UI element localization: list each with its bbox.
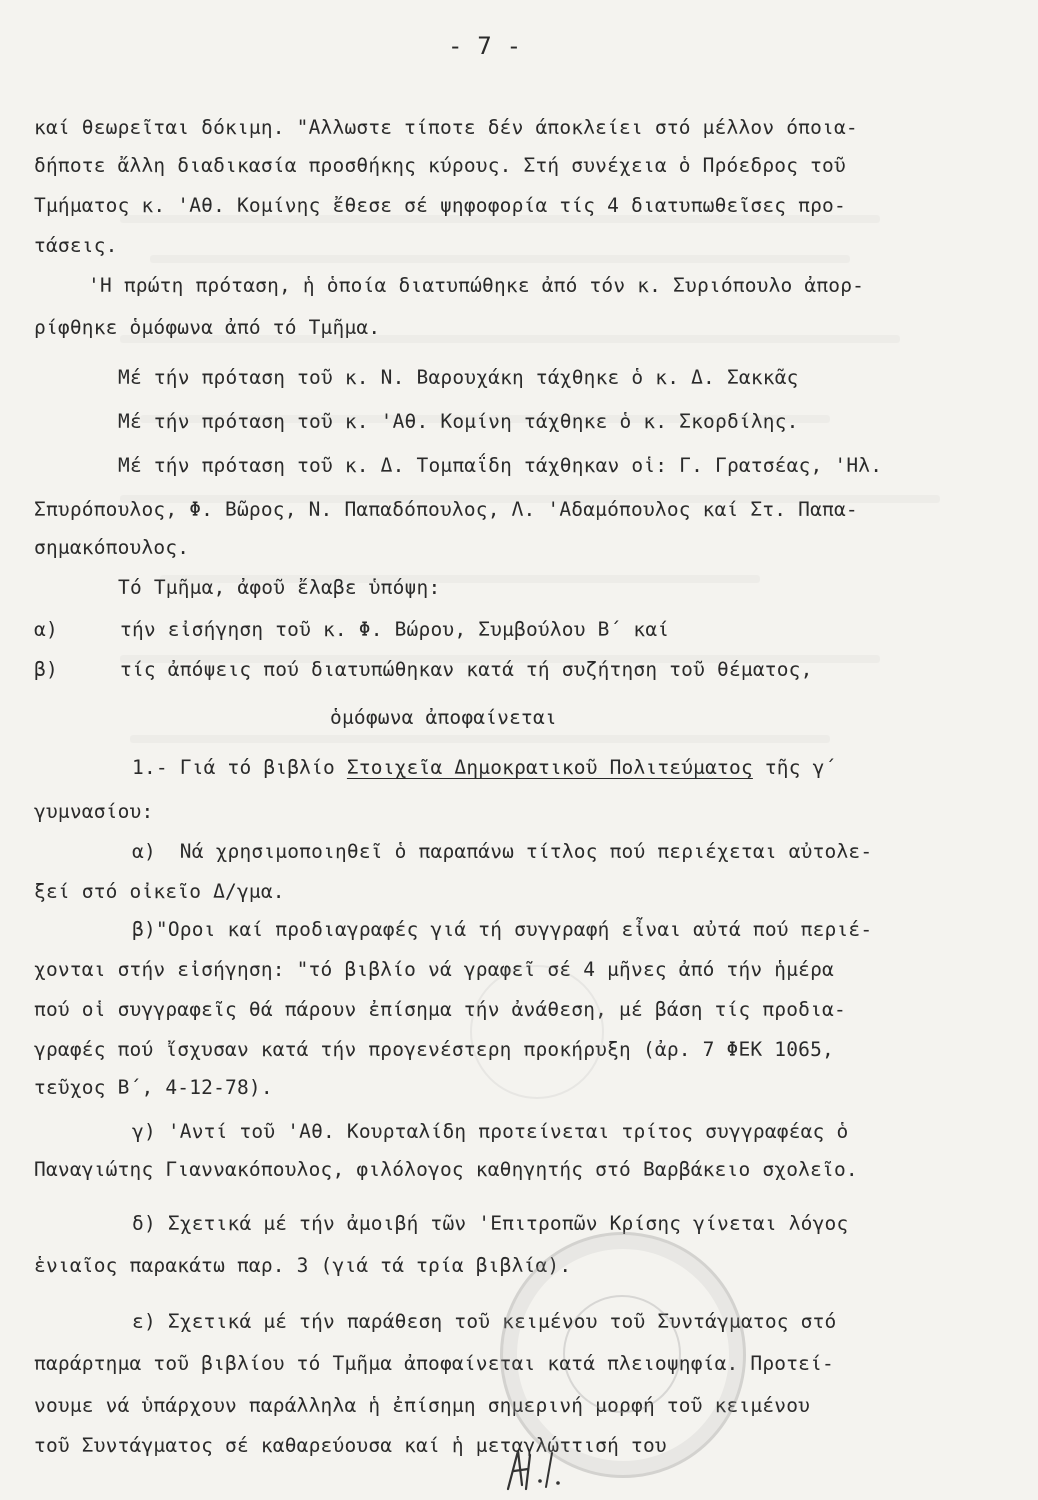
book-title: Στοιχεῖα Δημοκρατικοῦ Πολιτεύματος (346, 756, 753, 779)
list-marker: α) (34, 618, 58, 641)
text-line: τεῦχος Β΄, 4-12-78). (34, 1076, 273, 1099)
text-line: Μέ τήν πρόταση τοῦ κ. Δ. Τομπαΐδη τάχθηκαν οἱ: Γ. Γρατσέας, 'Ηλ. (118, 454, 883, 477)
text-line: σημακόπουλος. (34, 536, 190, 559)
text-line: 'Η πρώτη πρόταση, ἡ ὁποία διατυπώθηκε ἀπό τόν κ. Συριόπουλο ἀπορ- (88, 274, 865, 297)
text-line: Παναγιώτης Γιαννακόπουλος, φιλόλογος καθηγητής στό Βαρβάκειο σχολεῖο. (34, 1158, 858, 1181)
text-line: γ) 'Αντί τοῦ 'Αθ. Κουρταλίδη προτείνεται τρίτος συγγραφέας ὁ (132, 1120, 849, 1143)
text-line: Σπυρόπουλος, Φ. Βῶρος, Ν. Παπαδόπουλος, Λ. 'Αδαμόπουλος καί Στ. Παπα- (34, 498, 858, 521)
text-line: δ) Σχετικά μέ τήν ἀμοιβή τῶν 'Επιτροπῶν Κρίσης γίνεται λόγος (132, 1212, 849, 1235)
text-line: Τό Τμῆμα, ἀφοῦ ἔλαβε ὑπόψη: (118, 576, 441, 599)
text-line: ε) Σχετικά μέ τήν παράθεση τοῦ κειμένου τοῦ Συντάγματος στό (132, 1310, 837, 1333)
text-segment: τῆς γ΄ (752, 756, 837, 779)
page-number: - 7 - (448, 32, 522, 60)
text-line: ρίφθηκε ὁμόφωνα ἀπό τό Τμῆμα. (34, 316, 381, 339)
text-line: β)"Οροι καί προδιαγραφές γιά τή συγγραφή εἶναι αὐτά πού περιέ- (132, 918, 873, 941)
text-line: Τμήματος κ. 'Αθ. Κομίνης ἔθεσε σέ ψηφοφορία τίς 4 διατυπωθεῖσες προ- (34, 194, 846, 217)
text-line: τίς ἀπόψεις πού διατυπώθηκαν κατά τή συζήτηση τοῦ θέματος, (120, 658, 813, 681)
text-line: τοῦ Συντάγματος σέ καθαρεύουσα καί ἡ μεταγλώττισή του (34, 1434, 667, 1457)
text-line: χονται στήν εἰσήγηση: "τό βιβλίο νά γραφεῖ σέ 4 μῆνες ἀπό τήν ἡμέρα (34, 958, 834, 981)
text-line: γυμνασίου: (34, 800, 154, 823)
text-line: τάσεις. (34, 234, 118, 257)
decision-heading: ὁμόφωνα ἀποφαίνεται (330, 706, 557, 729)
text-line: παράρτημα τοῦ βιβλίου τό Τμῆμα ἀποφαίνεται κατά πλειοψηφία. Προτεί- (34, 1352, 834, 1375)
text-line: δήποτε ἄλλη διαδικασία προσθήκης κύρους. Στή συνέχεια ὁ Πρόεδρος τοῦ (34, 154, 846, 177)
text-line: καί θεωρεῖται δόκιμη. "Αλλωστε τίποτε δέν άποκλείει στό μέλλον όποια- (34, 116, 858, 139)
text-line: πού οἱ συγγραφεῖς θά πάρουν ἐπίσημα τήν ἀνάθεση, μέ βάση τίς προδια- (34, 998, 846, 1021)
text-line: ἑνιαῖος παρακάτω παρ. 3 (γιά τά τρία βιβλία). (34, 1254, 572, 1277)
official-stamp (500, 1232, 746, 1478)
list-marker: β) (34, 658, 58, 681)
text-line: γραφές πού ἴσχυσαν κατά τήν προγενέστερη προκήρυξη (ἀρ. 7 ΦΕΚ 1065, (34, 1038, 834, 1061)
faint-stamp (470, 965, 604, 1099)
text-line: τήν εἰσήγηση τοῦ κ. Φ. Βώρου, Συμβούλου Β΄ καί (120, 618, 670, 641)
text-line: ξεί στό οἰκεῖο Δ/γμα. (34, 880, 285, 903)
show-through-text (120, 215, 1020, 775)
text-line: Μέ τήν πρόταση τοῦ κ. 'Αθ. Κομίνη τάχθηκε ὁ κ. Σκορδίλης. (118, 410, 799, 433)
text-line (132, 758, 836, 778)
text-line: α) Νά χρησιμοποιηθεῖ ὁ παραπάνω τίτλος πού περιέχεται αὐτολε- (132, 840, 873, 863)
text-segment: 1.- Γιά τό βιβλίο (132, 756, 347, 779)
text-line: νουμε νά ὑπάρχουν παράλληλα ἡ ἐπίσημη σημερινή μορφή τοῦ κειμένου (34, 1394, 811, 1417)
text-line: Μέ τήν πρόταση τοῦ κ. Ν. Βαρουχάκη τάχθηκε ὁ κ. Δ. Σακκᾶς (118, 366, 799, 389)
handwritten-signature (500, 1445, 570, 1495)
